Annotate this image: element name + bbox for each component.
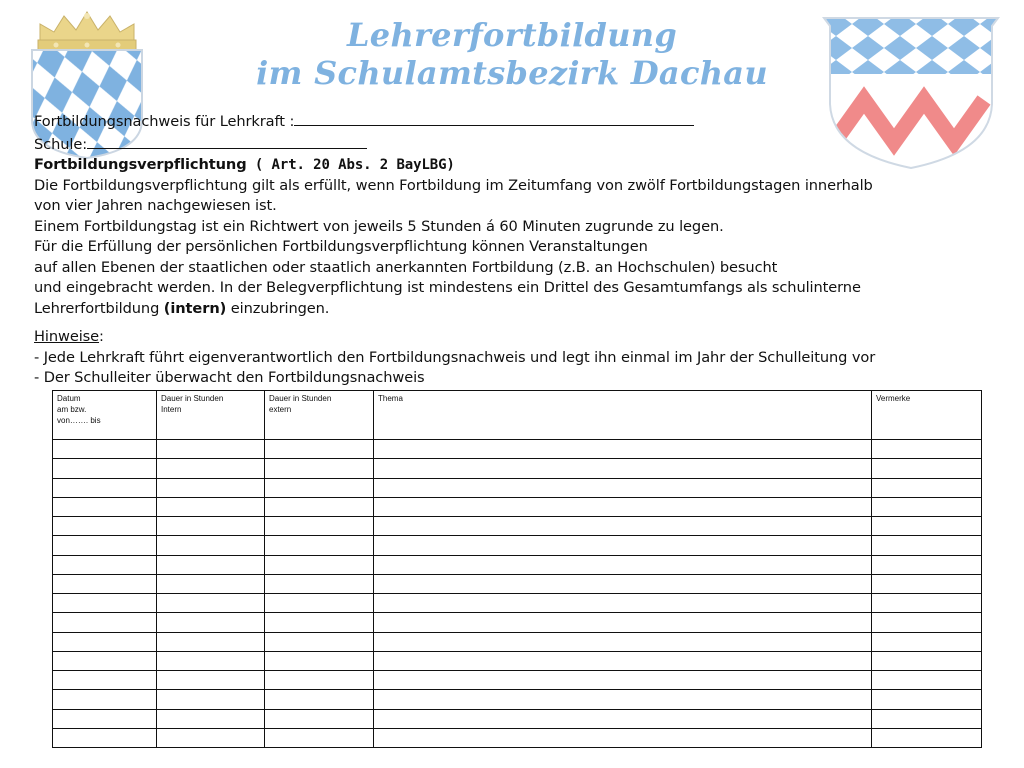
topic-cell[interactable]: [374, 517, 872, 536]
hours-intern-cell[interactable]: [157, 517, 265, 536]
notes-item: - Jede Lehrkraft führt eigenverantwortlich den Fortbildungsnachweis und legt ihn einmal im Jahr der Schulleitung vor: [34, 348, 876, 366]
hours-extern-cell[interactable]: [265, 574, 374, 593]
table-row: [53, 594, 982, 613]
date-cell[interactable]: [53, 651, 157, 670]
hours-extern-cell[interactable]: [265, 478, 374, 497]
date-cell[interactable]: [53, 728, 157, 747]
remarks-cell[interactable]: [872, 632, 982, 651]
hours-intern-cell[interactable]: [157, 497, 265, 516]
hours-intern-cell[interactable]: [157, 728, 265, 747]
remarks-cell[interactable]: [872, 459, 982, 478]
remarks-cell[interactable]: [872, 536, 982, 555]
column-header-topic: Thema: [374, 391, 872, 440]
hours-intern-cell[interactable]: [157, 536, 265, 555]
topic-cell[interactable]: [374, 459, 872, 478]
table-row: [53, 613, 982, 632]
table-header-row: [53, 391, 982, 440]
date-cell[interactable]: [53, 632, 157, 651]
remarks-cell[interactable]: [872, 497, 982, 516]
table-row: [53, 517, 982, 536]
obligation-heading: [34, 155, 994, 176]
school-field-row: [34, 133, 994, 156]
remarks-cell[interactable]: [872, 651, 982, 670]
hours-extern-cell[interactable]: [265, 459, 374, 478]
hours-extern-cell[interactable]: [265, 671, 374, 690]
topic-cell[interactable]: [374, 690, 872, 709]
hours-intern-cell[interactable]: [157, 632, 265, 651]
school-label: Schule:: [34, 135, 88, 153]
topic-cell[interactable]: [374, 632, 872, 651]
hours-intern-cell[interactable]: [157, 478, 265, 497]
date-cell[interactable]: [53, 613, 157, 632]
remarks-cell[interactable]: [872, 613, 982, 632]
topic-cell[interactable]: [374, 728, 872, 747]
hours-extern-cell[interactable]: [265, 517, 374, 536]
date-cell[interactable]: [53, 497, 157, 516]
obligation-heading-text: Fortbildungsverpflichtung: [34, 156, 247, 173]
hours-intern-cell[interactable]: [157, 613, 265, 632]
date-cell[interactable]: [53, 440, 157, 459]
table-row: [53, 478, 982, 497]
topic-cell[interactable]: [374, 574, 872, 593]
hours-extern-cell[interactable]: [265, 632, 374, 651]
obligation-line: Die Fortbildungsverpflichtung gilt als erfüllt, wenn Fortbildung im Zeitumfang von zwölf Fortbildungstagen innerhalb: [34, 176, 873, 194]
hours-intern-cell[interactable]: [157, 671, 265, 690]
remarks-cell[interactable]: [872, 517, 982, 536]
topic-cell[interactable]: [374, 555, 872, 574]
hours-intern-cell[interactable]: [157, 709, 265, 728]
remarks-cell[interactable]: [872, 574, 982, 593]
table-row: [53, 536, 982, 555]
school-name-field[interactable]: [87, 133, 367, 149]
hours-extern-cell[interactable]: [265, 440, 374, 459]
obligation-last-a: Lehrerfortbildung: [34, 299, 164, 317]
date-cell[interactable]: [53, 555, 157, 574]
table-row: [53, 459, 982, 478]
hours-extern-cell[interactable]: [265, 594, 374, 613]
column-header-hours-intern: Dauer in Stunden Intern: [157, 391, 265, 440]
date-cell[interactable]: [53, 536, 157, 555]
obligation-last-line: [34, 299, 994, 320]
topic-cell[interactable]: [374, 709, 872, 728]
remarks-cell[interactable]: [872, 690, 982, 709]
topic-cell[interactable]: [374, 613, 872, 632]
topic-cell[interactable]: [374, 536, 872, 555]
obligation-line: auf allen Ebenen der staatlichen oder staatlich anerkannten Fortbildung (z.B. an Hochschulen) besucht: [34, 258, 778, 276]
table-row: [53, 671, 982, 690]
remarks-cell[interactable]: [872, 478, 982, 497]
table-row: [53, 709, 982, 728]
table-row: [53, 651, 982, 670]
table-row: [53, 728, 982, 747]
topic-cell[interactable]: [374, 594, 872, 613]
obligation-line: und eingebracht werden. In der Belegverpflichtung ist mindestens ein Drittel des Gesamtumfangs als schulinterne: [34, 279, 861, 296]
hours-extern-cell[interactable]: [265, 613, 374, 632]
remarks-cell[interactable]: [872, 671, 982, 690]
date-cell[interactable]: [53, 709, 157, 728]
hours-extern-cell[interactable]: [265, 728, 374, 747]
table-row: [53, 440, 982, 459]
table-row: [53, 632, 982, 651]
date-cell[interactable]: [53, 671, 157, 690]
date-cell[interactable]: [53, 690, 157, 709]
topic-cell[interactable]: [374, 651, 872, 670]
topic-cell[interactable]: [374, 497, 872, 516]
teacher-label: Fortbildungsnachweis für Lehrkraft :: [34, 113, 295, 130]
column-header-date: Datum am bzw. von……. bis: [53, 391, 157, 440]
obligation-line: von vier Jahren nachgewiesen ist.: [34, 197, 277, 214]
obligation-line: Einem Fortbildungstag ist ein Richtwert von jeweils 5 Stunden á 60 Minuten zugrunde zu legen.: [34, 217, 724, 235]
remarks-cell[interactable]: [872, 594, 982, 613]
hours-extern-cell[interactable]: [265, 651, 374, 670]
obligation-last-c: einzubringen.: [226, 299, 330, 317]
notes-item: - Der Schulleiter überwacht den Fortbildungsnachweis: [34, 369, 425, 386]
date-cell[interactable]: [53, 517, 157, 536]
column-header-hours-extern: Dauer in Stunden extern: [265, 391, 374, 440]
notes-heading-colon: :: [99, 328, 104, 345]
date-cell[interactable]: [53, 594, 157, 613]
document-body: [34, 110, 994, 389]
hours-extern-cell[interactable]: [265, 555, 374, 574]
notes-heading-text: Hinweise: [34, 328, 100, 345]
hours-intern-cell[interactable]: [157, 651, 265, 670]
hours-extern-cell[interactable]: [265, 690, 374, 709]
page-title-line-1: Lehrerfortbildung: [346, 16, 678, 54]
topic-cell[interactable]: [374, 671, 872, 690]
table-row: [53, 574, 982, 593]
hours-intern-cell[interactable]: [157, 690, 265, 709]
obligation-line: Für die Erfüllung der persönlichen Fortbildungsverpflichtung können Veranstaltungen: [34, 238, 648, 255]
topic-cell[interactable]: [374, 478, 872, 497]
teacher-field-row: [34, 110, 994, 133]
notes-heading: [34, 327, 994, 348]
hours-intern-cell[interactable]: [157, 555, 265, 574]
date-cell[interactable]: [53, 459, 157, 478]
hours-intern-cell[interactable]: [157, 459, 265, 478]
date-cell[interactable]: [53, 478, 157, 497]
hours-intern-cell[interactable]: [157, 594, 265, 613]
topic-cell[interactable]: [374, 440, 872, 459]
date-cell[interactable]: [53, 574, 157, 593]
hours-intern-cell[interactable]: [157, 574, 265, 593]
table-row: [53, 497, 982, 516]
remarks-cell[interactable]: [872, 709, 982, 728]
training-record-table: [52, 390, 982, 748]
table-row: [53, 690, 982, 709]
table-row: [53, 555, 982, 574]
remarks-cell[interactable]: [872, 440, 982, 459]
hours-extern-cell[interactable]: [265, 709, 374, 728]
remarks-cell[interactable]: [872, 728, 982, 747]
hours-intern-cell[interactable]: [157, 440, 265, 459]
hours-extern-cell[interactable]: [265, 536, 374, 555]
table-body: [53, 440, 982, 748]
obligation-intern-bold: (intern): [163, 299, 227, 317]
obligation-heading-law: ( Art. 20 Abs. 2 BayLBG): [246, 157, 455, 173]
remarks-cell[interactable]: [872, 555, 982, 574]
hours-extern-cell[interactable]: [265, 497, 374, 516]
column-header-remarks: Vermerke: [872, 391, 982, 440]
teacher-name-field[interactable]: [294, 110, 694, 126]
page-title-line-2: im Schulamtsbezirk Dachau: [256, 54, 768, 92]
